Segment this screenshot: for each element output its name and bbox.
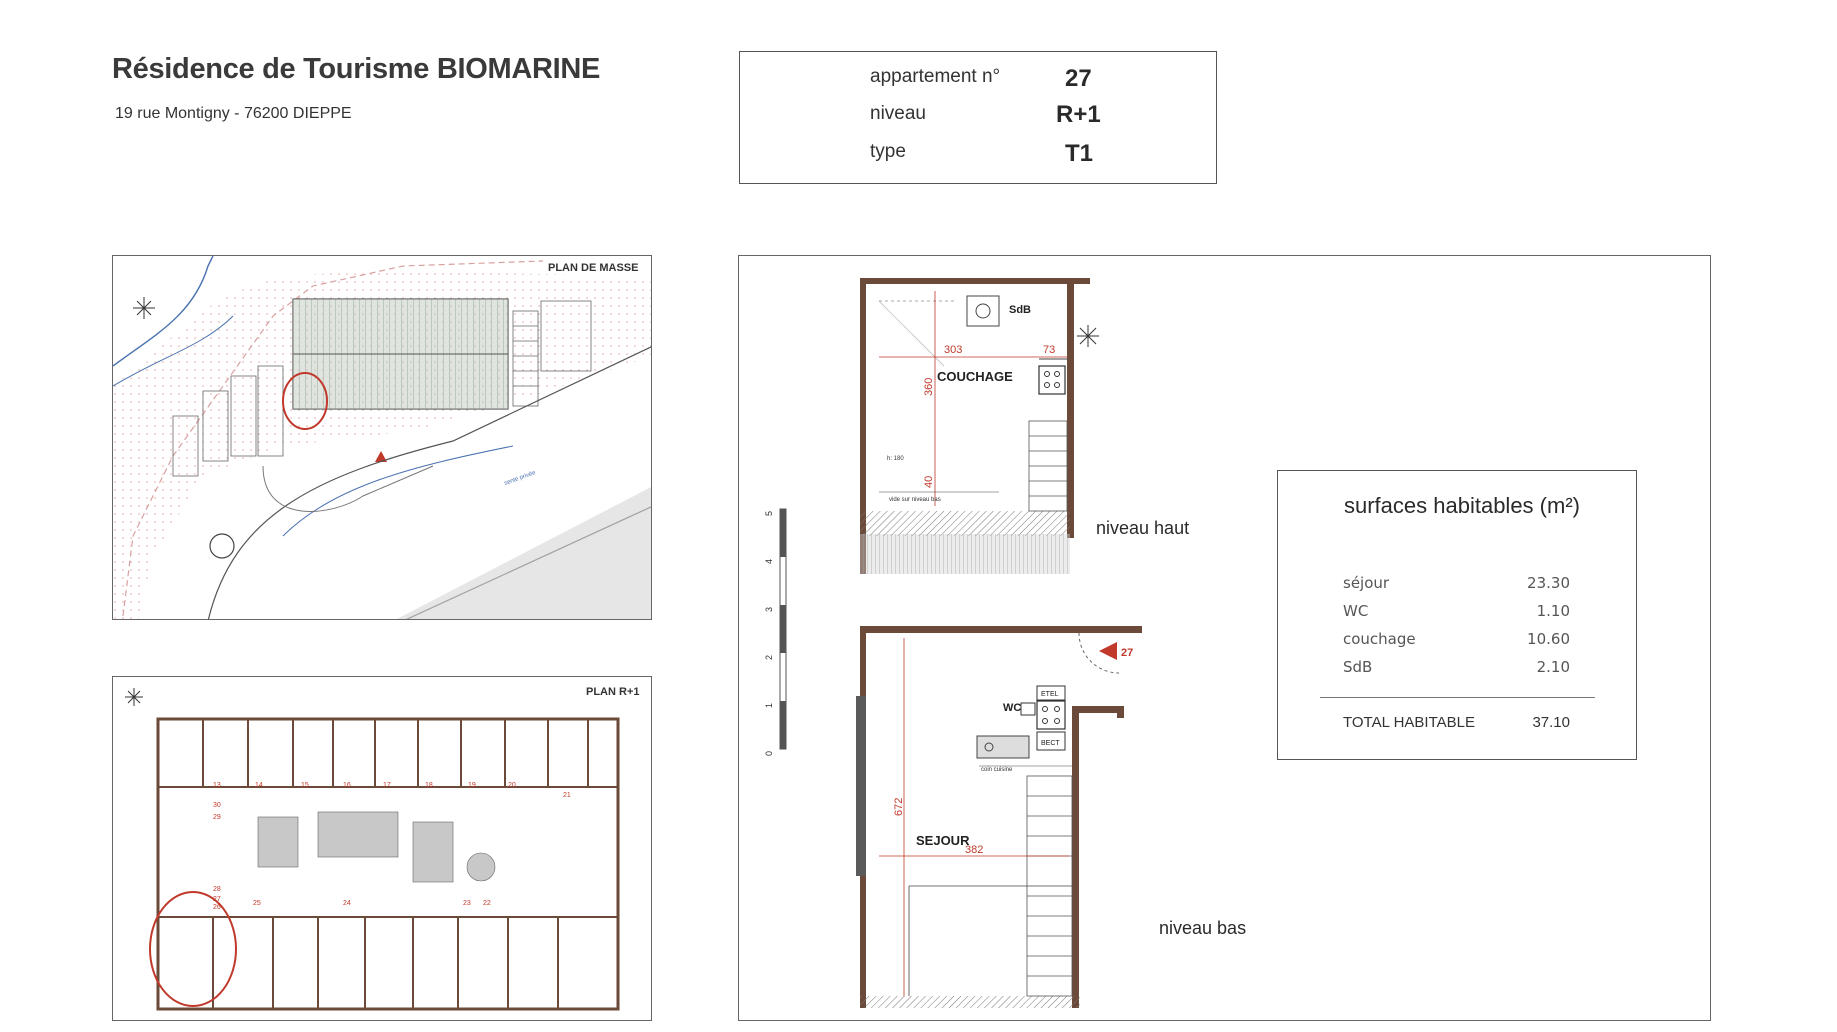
page-title: Résidence de Tourisme BIOMARINE [112,53,601,85]
surface-value: 10.60 [1527,630,1570,648]
apartment-number-label: appartement n° [870,66,1001,87]
surface-name: séjour [1343,574,1390,592]
unit-number: 13 [213,782,221,789]
surface-name: WC [1343,602,1369,620]
bect-label: BECT [1041,740,1060,747]
sejour-label: SEJOUR [916,833,970,848]
compass-icon [1077,325,1099,347]
unit-number: 22 [483,900,491,907]
entrance-arrow-icon [1099,642,1117,660]
road-label: sente privée [503,470,537,487]
unit-number: 30 [213,802,221,809]
total-label: TOTAL HABITABLE [1343,714,1475,731]
scale-tick: 0 [764,750,774,756]
surface-value: 23.30 [1527,574,1570,592]
site-plan-label: PLAN DE MASSE [548,262,639,274]
site-plan-drawing [113,256,652,620]
sdb-width-dim: 73 [1043,344,1056,356]
divider [1320,697,1595,698]
floor-r1-plan-panel [112,676,652,1021]
surfaces-title: surfaces habitables (m²) [1344,493,1580,518]
unit-number: 27 [213,896,221,903]
unit-number: 28 [213,886,221,893]
unit-number: 26 [213,904,221,911]
type-value: T1 [1065,140,1094,167]
coin-cuisine-label: coin cuisine [981,767,1013,773]
unit-number: 24 [343,900,351,907]
unit-number: 14 [255,782,263,789]
type-label: type [870,141,906,162]
compass-icon [125,688,143,706]
site-plan-panel [112,255,652,620]
entry-number: 27 [1121,647,1134,659]
address: 19 rue Montigny - 76200 DIEPPE [115,105,352,122]
unit-number: 25 [253,900,261,907]
etel-label: ETEL [1041,691,1059,698]
level-value: R+1 [1056,101,1101,128]
mezz-gap-dim: 40 [923,475,935,488]
scale-tick: 5 [764,510,774,516]
surface-name: couchage [1343,630,1416,648]
floor-r1-drawing [113,677,652,1021]
unit-number: 16 [343,782,351,789]
total-value: 37.10 [1532,714,1570,731]
couchage-width-dim: 303 [944,344,963,356]
vide-label: vide sur niveau bas [889,497,941,503]
surface-value: 2.10 [1536,658,1570,676]
couchage-height-dim: 360 [923,377,935,396]
sejour-width-dim: 382 [965,844,984,856]
unit-number: 19 [468,782,476,789]
unit-number: 29 [213,814,221,821]
level-label: niveau [870,103,926,124]
surface-value: 1.10 [1536,602,1570,620]
sejour-height-dim: 672 [893,797,905,816]
scale-tick: 4 [764,558,774,564]
h180-label: h: 180 [887,456,904,462]
unit-number: 15 [301,782,309,789]
unit-location-marker [150,892,236,1006]
compass-icon [133,297,155,319]
floor-plan-r1-label: PLAN R+1 [586,686,640,698]
unit-number: 23 [463,900,471,907]
surfaces-table [1277,470,1637,760]
surface-name: SdB [1343,658,1373,676]
scale-tick: 3 [764,606,774,612]
upper-level-label: niveau haut [1096,518,1190,538]
wc-label: WC [1003,702,1022,714]
lower-level-label: niveau bas [1159,918,1247,938]
scale-tick: 2 [764,654,774,660]
unit-number: 21 [563,792,571,799]
apartment-info-box [739,51,1217,184]
sdb-label: SdB [1009,304,1031,316]
couchage-label: COUCHAGE [937,369,1013,384]
unit-number: 20 [508,782,516,789]
unit-number: 17 [383,782,391,789]
apartment-number-value: 27 [1065,65,1092,92]
unit-number: 18 [425,782,433,789]
scale-tick: 1 [764,702,774,708]
